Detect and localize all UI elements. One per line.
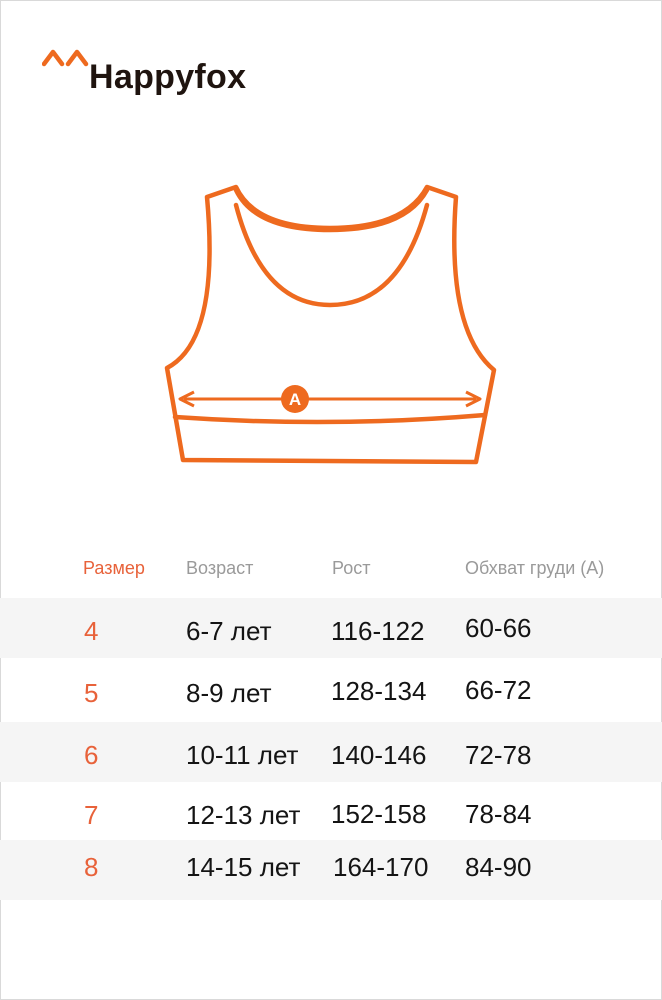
cell-size: 4 [84, 616, 99, 646]
cell-chest: 84-90 [465, 852, 532, 882]
cell-chest: 72-78 [465, 740, 532, 770]
cell-size: 7 [84, 800, 99, 830]
cell-age: 14-15 лет [186, 852, 301, 882]
table-row [0, 786, 662, 846]
cell-size: 5 [84, 678, 99, 708]
cell-chest: 60-66 [465, 613, 532, 643]
double-caret-icon [42, 44, 90, 68]
cell-size: 6 [84, 740, 99, 770]
inner-back-neckline [236, 190, 427, 230]
cell-height: 152-158 [331, 799, 427, 829]
cell-age: 10-11 лет [186, 740, 299, 770]
cell-age: 12-13 лет [186, 800, 301, 830]
cell-age: 8-9 лет [186, 678, 272, 708]
cell-chest: 78-84 [465, 799, 532, 829]
table-row [0, 598, 662, 658]
cell-height: 140-146 [331, 740, 427, 770]
brand-name: Happyfox [89, 58, 247, 96]
header-chest: Обхват груди (А) [465, 558, 605, 578]
underband-line [175, 415, 485, 422]
cell-size: 8 [84, 852, 99, 882]
cell-height: 164-170 [333, 852, 429, 882]
header-age: Возраст [186, 558, 254, 578]
cell-chest: 66-72 [465, 675, 532, 705]
cell-age: 6-7 лет [186, 616, 272, 646]
table-row [0, 660, 662, 720]
crop-top-diagram [160, 180, 500, 470]
header-height: Рост [332, 558, 371, 578]
brand-logo [42, 44, 302, 104]
measure-arrow-a [180, 385, 480, 413]
cell-height: 128-134 [331, 676, 427, 706]
cell-height: 116-122 [331, 616, 425, 646]
measure-label-a: A [288, 390, 302, 409]
table-row [0, 722, 662, 782]
table-row [0, 840, 662, 900]
header-size: Размер [83, 558, 145, 578]
